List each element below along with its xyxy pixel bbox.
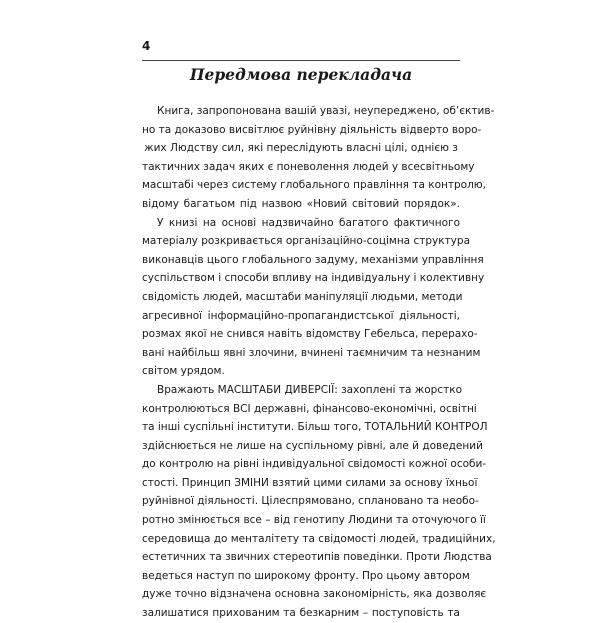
paragraph-2: [142, 214, 485, 381]
text-line: Вражають МАСШТАБИ ДИВЕРСІЇ: захоплені та жорстко: [157, 383, 463, 396]
text-line: виконавців цього глобального задуму, механізми управління: [142, 253, 484, 266]
text-line: агресивної інформаційно-пропагандистської діяльності,: [142, 309, 460, 322]
text-line: дуже точно відзначена основна закономірність, яка дозволяє: [142, 588, 487, 601]
paragraph-1: [142, 102, 495, 214]
text-line: Книга, запропонована вашій увазі, неупереджено, об’єктив-: [157, 105, 495, 117]
text-line: суспільством і способи впливу на індивідуальну і колективну: [142, 272, 485, 285]
text-line: залишатися прихованим та безкарним – поступовість та: [142, 607, 460, 620]
text-line: У книзі на основі надзвичайно багатого фактичного: [157, 216, 460, 229]
text-line: до контролю на рівні індивідуальної свідомості кожної особи-: [142, 458, 487, 471]
paragraph-3: [142, 381, 496, 623]
text-line: середовища до менталітету та свідомості людей, традиційних,: [142, 532, 496, 545]
text-line: матеріалу розкривається організаційно-соцімна структура: [142, 235, 470, 248]
text-line: масштабі через систему глобального правління та контролю,: [142, 179, 486, 192]
text-line: естетичних та звичних стереотипів поведінки. Проти Людства: [142, 551, 492, 564]
text-line: відому багатьом під назвою «Новий світовий порядок».: [142, 197, 460, 210]
text-line: ротно змінюється все – від генотипу Людини та оточуючого її: [142, 514, 486, 527]
text-line: та інші суспільні інститути. Більш того, ТОТАЛЬНИЙ КОНТРОЛ: [142, 421, 488, 434]
text-line: но та доказово висвітлює руйнівну діяльність відверто воро-: [142, 123, 482, 136]
text-line: тактичних задач яких є поневолення людей у всесвітньому: [142, 160, 475, 173]
text-line: світом урядом.: [142, 365, 225, 378]
header-rule: [142, 60, 460, 61]
text-line: контролюються ВСІ державні, фінансово-економічні, освітні: [142, 402, 477, 415]
text-line: здійснюється не лише на суспільному рівні, але й доведений: [142, 439, 483, 452]
page-number: 4: [142, 39, 151, 53]
text-line: свідомість людей, масштаби маніпуляції людьми, методи: [142, 290, 463, 303]
text-line: ведеться наступ по широкому фронту. Про цьому автором: [142, 569, 470, 582]
text-line: розмах якої не снився навіть відомству Гебельса, перерахо-: [142, 328, 478, 341]
text-line: руйнівної діяльності. Цілеспрямовано, сплановано та необо-: [142, 495, 479, 508]
text-line: жих Людству сил, які переслідують власні цілі, однією з: [144, 142, 458, 155]
body-text: [142, 102, 496, 623]
text-line: вані найбільш явні злочини, вчинені таємничим та незнаним: [142, 346, 481, 359]
text-line: стості. Принцип ЗМІНИ взятий цими силами за основу їхньої: [142, 476, 478, 489]
page-title: Передмова перекладача: [189, 65, 413, 84]
